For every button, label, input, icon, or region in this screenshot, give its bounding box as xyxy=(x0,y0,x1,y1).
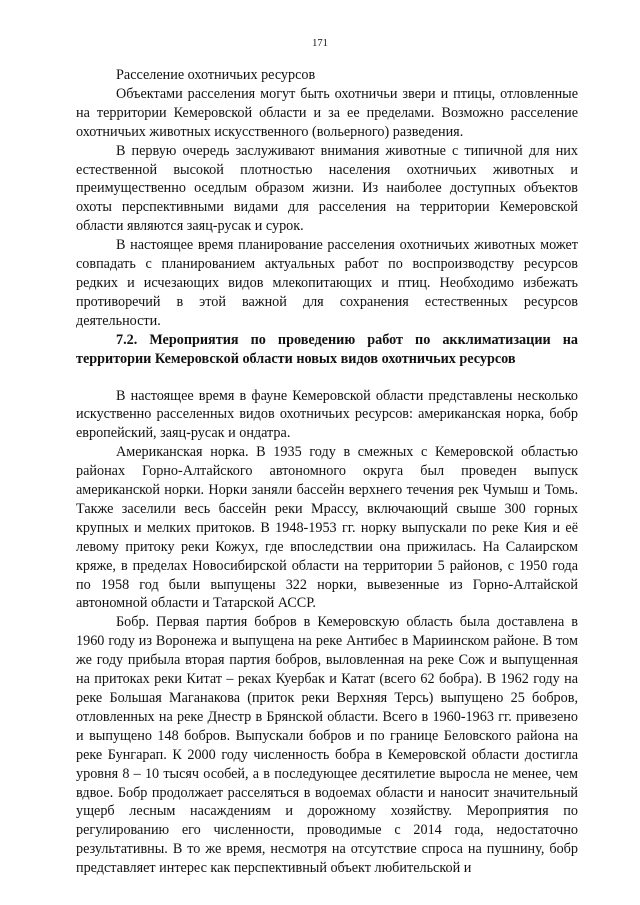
paragraph-priority-species: В первую очередь заслуживают внимания животные с типичной для них естественной высокой плотностью населения охотничьих животных и преимущественно оседлым образом жизни. Из наиболее доступных объектов охоты перспективными видами для расселения на территории Кемеровской области являются заяц-русак и сурок. xyxy=(76,142,578,235)
paragraph-american-mink: Американская норка. В 1935 году в смежных с Кемеровской областью районах Горно-Алтайского автономного округа был проведен выпуск американской норки. Норки заняли бассейн верхнего течения рек Чумыш и Томь. Также заселили весь бассейн реки Мрассу, включающий свыше 300 горных крупных и мелких притоков. В 1948-1953 гг. норку выпускали по реке Кия и её левому притоку реки Кожух, где впоследствии она прижилась. На Салаирском кряже, в пределах Новосибирской области на территории 5 районов, с 1950 года по 1958 год были выпущены 322 норки, вывезенные из Горно-Алтайской автономной области и Татарской АССР. xyxy=(76,444,578,612)
paragraph-planning: В настоящее время планирование расселения охотничьих животных может совпадать с планированием актуальных работ по воспроизводству ресурсов редких и исчезающих видов млекопитающих и птиц. Необходимо избежать противоречий в этой важной для сохранения естественных ресурсов деятельности. xyxy=(76,237,578,329)
paragraph-objects: Объектами расселения могут быть охотничьи звери и птицы, отловленные на территории Кемеровской области и за ее пределами. Возможно расселение охотничьих животных искусственного (вольерного) разведения. xyxy=(76,85,578,140)
paragraph-heading-resettlement: Расселение охотничьих ресурсов xyxy=(116,67,316,83)
section-title: 7.2. Мероприятия по проведению работ по акклиматизации на территории Кемеровской области новых видов охотничьих ресурсов xyxy=(76,331,578,367)
paragraph-fauna: В настоящее время в фауне Кемеровской области представлены несколько искуственно расселенных видов охотничьих ресурсов: американская норка, бобр европейский, заяц-русак и ондатра. xyxy=(76,387,578,442)
section-spacer xyxy=(76,369,578,387)
document-body xyxy=(76,66,578,878)
paragraph-beaver: Бобр. Первая партия бобров в Кемеровскую область была доставлена в 1960 году из Воронежа и выпущена на реке Антибес в Мариинском районе. В том же году прибыла вторая партия бобров, выловленная на реке Сож и выпущенная на притоках реки Китат – реках Куербак и Катат (всего 62 бобра). В 1962 году на реке Большая Маганакова (приток реки Верхняя Терсь) выпущено 25 бобров, отловленных на реке Днестр в Брянской области. Всего в 1960-1963 гг. привезено и выпущено 148 бобров. Выпускали бобров и по границе Беловского района на реке Бунгарап. К 2000 году численность бобра в Кемеровской области достигла уровня 8 – 10 тысяч особей, а в последующее десятилетие выросла не менее, чем вдвое. Бобр продолжает расселяться в водоемах области и наносит значительный ущерб лесным насаждениям и дорожному хозяйству. Мероприятия по регулированию его численности, проводимые с 2014 года, недостаточно результативны. В то же время, несмотря на отсутствие спроса на пушнину, бобр представляет интерес как перспективный объект любительской и xyxy=(76,614,578,877)
page-number: 171 xyxy=(312,38,328,49)
